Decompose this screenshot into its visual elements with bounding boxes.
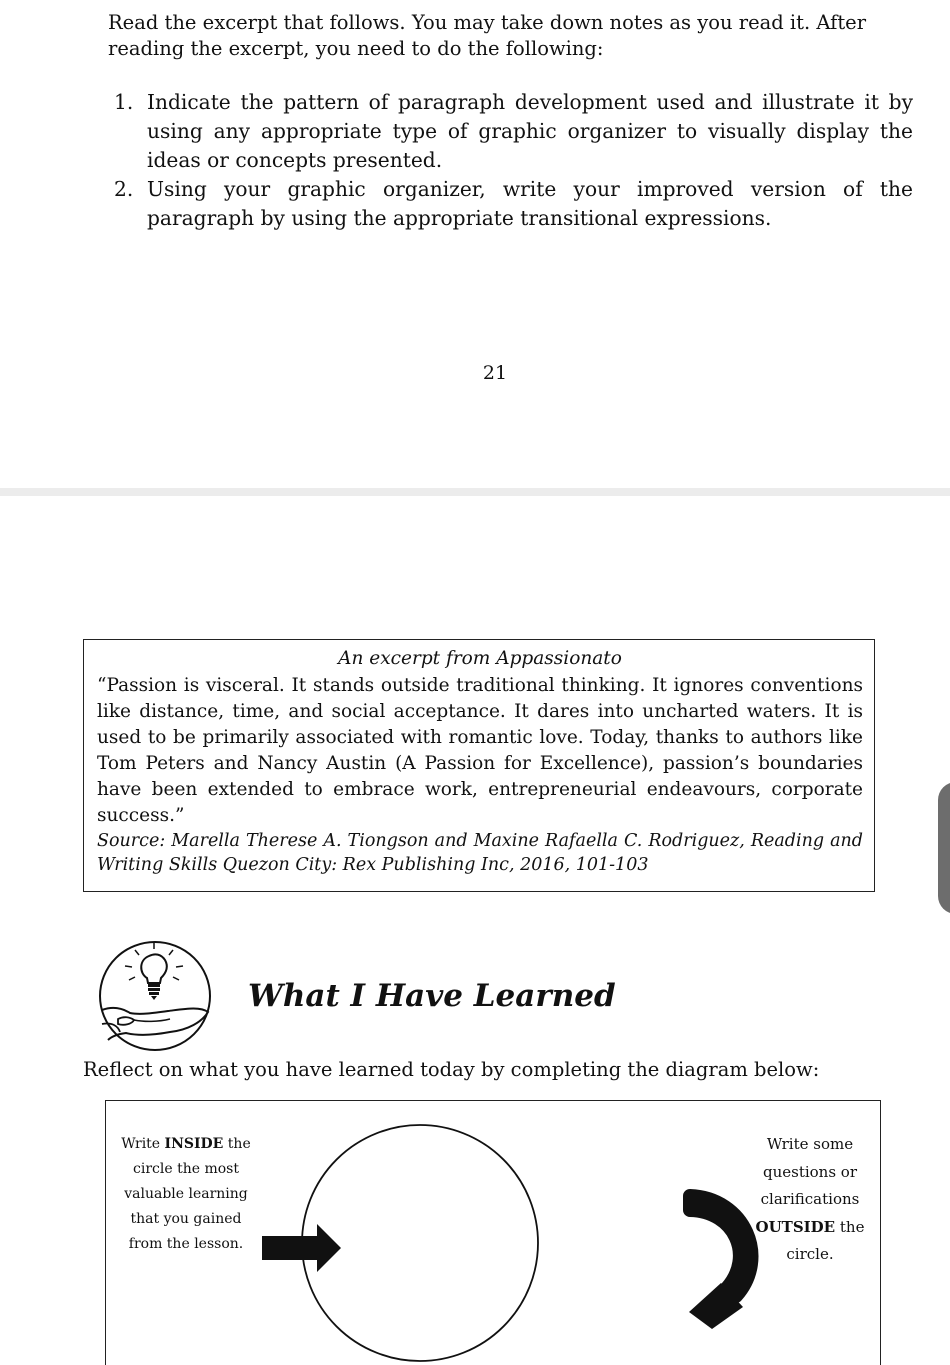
step-text: Indicate the pattern of paragraph development used and illustrate it by using any appropriate type of graphic organizer to visually display the ideas or concepts presented. — [147, 90, 913, 172]
section-title: What I Have Learned — [248, 978, 616, 1014]
reflection-circle[interactable] — [302, 1125, 538, 1361]
inside-instruction-text: the circle the most valuable learning that you gained from the lesson. — [124, 1136, 251, 1252]
step-text: Using your graphic organizer, write your improved version of the paragraph by using the appropriate transitional expressions. — [147, 177, 913, 230]
outside-keyword: OUTSIDE — [755, 1217, 836, 1236]
inside-instruction-text: Write — [121, 1136, 165, 1152]
step-number: 2. — [114, 177, 134, 201]
outside-instruction-text: Write some questions or clarifications — [760, 1135, 860, 1208]
step-number: 1. — [114, 90, 134, 114]
reflection-instruction: Reflect on what you have learned today by completing the diagram below: — [83, 1058, 820, 1081]
instructions-intro: Read the excerpt that follows. You may take down notes as you read it. After reading the excerpt, you need to do the following: — [108, 11, 867, 60]
curved-arrow-icon — [689, 1196, 751, 1329]
excerpt-quote: “Passion is visceral. It stands outside traditional thinking. It ignores conventions like distance, time, and social acceptance. It dares into uncharted waters. It is used to be primarily associated with romantic love. Today, thanks to authors like Tom Peters and Nancy Austin (A Passion for Excellence), passion’s boundaries have been extended to embrace work, entrepreneurial endeavours, corporate success.” — [97, 675, 863, 826]
inside-keyword: INSIDE — [164, 1136, 224, 1152]
excerpt-heading: An excerpt from Appassionato — [338, 648, 622, 669]
right-arrow-icon — [262, 1224, 341, 1272]
outside-instruction-text: the circle. — [786, 1217, 865, 1263]
page-number: 21 — [482, 362, 508, 384]
excerpt-source: Source: Marella Therese A. Tiongson and Maxine Rafaella C. Rodriguez, Reading and Writing Skills Quezon City: Rex Publishing Inc, 2016, 101-103 — [97, 831, 863, 875]
outside-instruction — [754, 1131, 866, 1269]
